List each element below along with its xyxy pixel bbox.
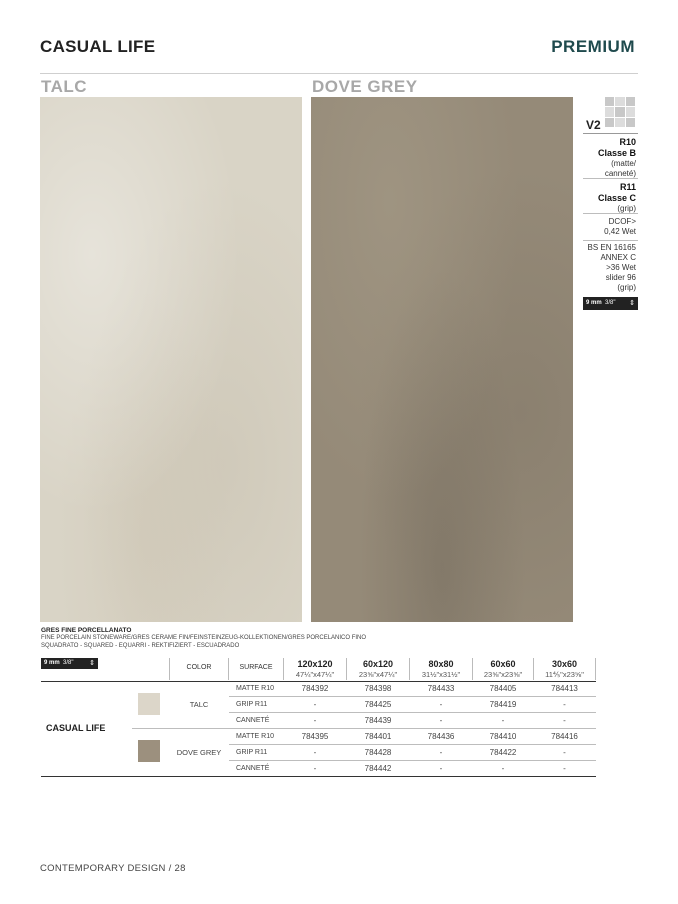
code-cell: -: [313, 764, 317, 773]
code-cell: 784413: [551, 684, 578, 693]
code-cell: -: [501, 764, 505, 773]
side-panel-divider: [583, 133, 638, 134]
side-divider: [583, 213, 638, 214]
r10-title: R10: [619, 137, 636, 147]
bs-line4: slider 96: [605, 273, 636, 282]
bs-block: [583, 243, 636, 293]
code-cell: 784392: [301, 684, 329, 693]
size-header-cm: 120x120: [297, 659, 333, 669]
surface-cell: MATTE R10: [236, 733, 274, 740]
row-divider: [229, 712, 596, 713]
thickness-arrows-icon: ⇕: [629, 300, 635, 307]
color-header: COLOR: [186, 664, 212, 671]
code-cell: 784395: [301, 732, 329, 741]
code-cell: 784425: [364, 700, 392, 709]
code-cell: 784398: [364, 684, 392, 693]
size-header-cm: 80x80: [428, 659, 454, 669]
talc-title: TALC: [41, 77, 88, 96]
table-thickness-badge: [41, 658, 98, 669]
dove-grey-color-chip: [138, 740, 160, 762]
code-cell: -: [313, 716, 317, 725]
code-cell: 784410: [489, 732, 517, 741]
series-label: CASUAL LIFE: [46, 723, 106, 733]
table-thickness-inch: 3/8": [63, 660, 74, 666]
table-header-rule: [41, 681, 596, 682]
header-divider: [40, 73, 638, 74]
code-cell: -: [563, 748, 566, 757]
code-cell: 784405: [489, 684, 517, 693]
dcof-line1: DCOF>: [608, 217, 636, 226]
code-cell: -: [439, 764, 443, 773]
talc-color-chip: [138, 693, 160, 715]
surface-cell: MATTE R10: [236, 685, 274, 692]
row-divider: [229, 760, 596, 761]
side-thickness-mm: 9 mm: [586, 300, 602, 306]
code-cell: -: [313, 748, 317, 757]
r10-note2: canneté): [604, 169, 636, 178]
surface-cell: CANNETÉ: [236, 717, 270, 724]
code-cell: 784442: [364, 764, 392, 773]
size-header-inch: 31½"x31½": [421, 670, 461, 679]
page-footer: CONTEMPORARY DESIGN / 28: [40, 863, 186, 874]
code-cell: -: [501, 716, 505, 725]
surface-cell: CANNETÉ: [236, 765, 270, 772]
r11-note: (grip): [617, 204, 636, 213]
row-divider: [229, 744, 596, 745]
code-cell: -: [439, 716, 443, 725]
code-cell: 784436: [427, 732, 455, 741]
r11-block: [583, 182, 636, 214]
code-cell: 784422: [489, 748, 517, 757]
code-cell: -: [439, 748, 443, 757]
code-cell: -: [313, 700, 317, 709]
surface-cell: GRIP R11: [236, 749, 268, 756]
description-line1: FINE PORCELAIN STONEWARE/GRES CERAME FIN/FEINSTEINZEUG-KOLLEKTIONEN/GRES PORCELANICO FINO: [41, 635, 367, 641]
code-cell: 784416: [551, 732, 578, 741]
code-cell: 784439: [364, 716, 392, 725]
r10-note1: (matte/: [611, 159, 636, 168]
variation-grid-icon: [605, 97, 635, 127]
header-divider-line: [595, 658, 596, 680]
surface-header: SURFACE: [239, 664, 273, 671]
bs-line2: ANNEX C: [600, 253, 636, 262]
size-header-inch: 23⅝"x23⅝": [483, 670, 523, 679]
description-line2: SQUADRATO - SQUARED - EQUARRI - REKTIFIZIERT - ESCUADRADO: [41, 643, 240, 649]
r10-classe: Classe B: [597, 148, 636, 158]
code-cell: -: [563, 700, 566, 709]
dove-grey-tile-image: [311, 97, 573, 622]
description-title: GRES FINE PORCELLANATO: [41, 627, 132, 634]
size-header-cm: 60x120: [362, 659, 394, 669]
dove-grey-title: DOVE GREY: [312, 77, 418, 96]
size-header-inch: 11⅘"x23⅝": [545, 670, 584, 679]
size-header-inch: 23⅝"x47¼": [358, 670, 398, 679]
table-bottom-rule: [41, 776, 596, 777]
code-cell: 784428: [364, 748, 392, 757]
dove-grey-color-name: DOVE GREY: [176, 748, 222, 757]
row-divider: [132, 728, 596, 729]
side-divider: [583, 178, 638, 179]
table-thickness-mm: 9 mm: [44, 660, 60, 666]
r11-title: R11: [619, 182, 636, 192]
code-cell: -: [563, 764, 566, 773]
side-thickness-badge: [583, 297, 638, 310]
code-cell: 784419: [489, 700, 517, 709]
code-cell: 784401: [364, 732, 392, 741]
surface-cell: GRIP R11: [236, 701, 268, 708]
dcof-block: [583, 217, 636, 237]
row-divider: [229, 696, 596, 697]
code-cell: -: [563, 716, 566, 725]
size-header-inch: 47¼"x47¼": [295, 670, 335, 679]
code-cell: -: [439, 700, 443, 709]
bs-line1: BS EN 16165: [587, 243, 636, 252]
collection-title: CASUAL LIFE: [40, 37, 156, 56]
r11-classe: Classe C: [597, 193, 636, 203]
r10-block: [583, 137, 636, 179]
thickness-arrows-icon: ⇕: [89, 660, 95, 667]
code-cell: 784433: [427, 684, 455, 693]
dcof-line2: 0,42 Wet: [604, 227, 636, 236]
side-thickness-inch: 3/8": [605, 300, 616, 306]
side-divider: [583, 240, 638, 241]
bs-line5: (grip): [617, 283, 636, 292]
size-header-cm: 60x60: [490, 659, 516, 669]
tier-label: PREMIUM: [551, 37, 635, 56]
size-header-cm: 30x60: [551, 659, 578, 669]
variation-label: V2: [586, 118, 601, 132]
talc-color-name: TALC: [189, 700, 209, 709]
talc-tile-image: [40, 97, 302, 622]
bs-line3: >36 Wet: [606, 263, 636, 272]
